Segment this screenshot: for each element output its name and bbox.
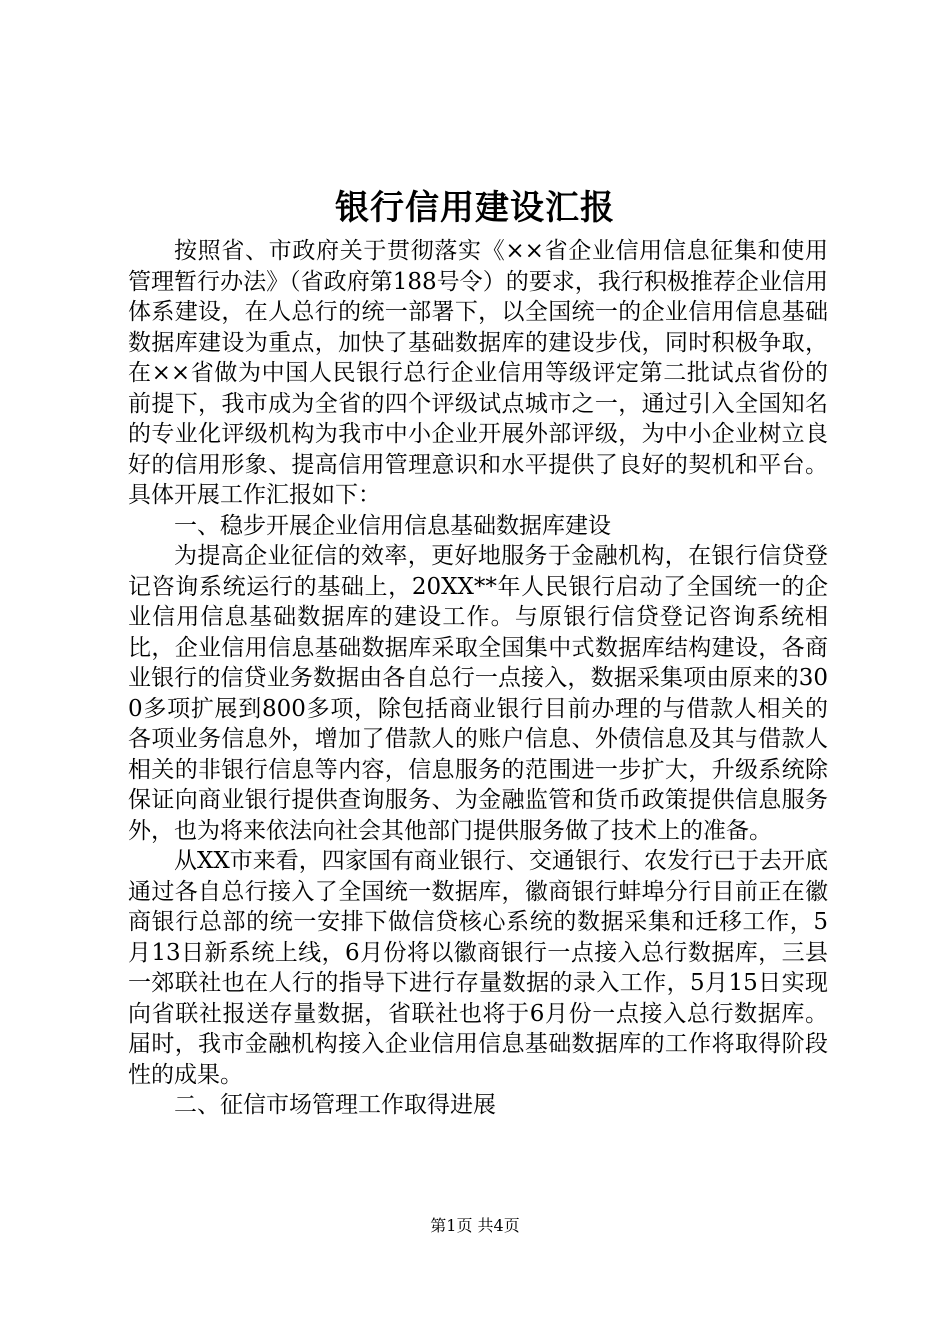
section-1-paragraph-2: 从XX市来看，四家国有商业银行、交通银行、农发行已于去开底通过各自总行接入了全国统一数据库，徽商银行蚌埠分行目前正在徽商银行总部的统一安排下做信贷核心系统的数据采集和迁移工作，5月13日新系统上线，6月份将以徽商银行一点接入总行数据库，三县一郊联社也在人行的指导下进行存量数据的录入工作，5月15日实现向省联社报送存量数据，省联社也将于6月份一点接入总行数据库。届时，我市金融机构接入企业信用信息基础数据库的工作将取得阶段性的成果。 bbox=[128, 848, 828, 1088]
page-number-footer: 第1页 共4页 bbox=[430, 1216, 520, 1235]
section-1-heading: 一、稳步开展企业信用信息基础数据库建设 bbox=[174, 512, 611, 539]
intro-paragraph: 按照省、市政府关于贯彻落实《××省企业信用信息征集和使用管理暂行办法》（省政府第188号令）的要求，我行积极推荐企业信用体系建设，在人总行的统一部署下，以全国统一的企业信用信息基础数据库建设为重点，加快了基础数据库的建设步伐，同时积极争取，在××省做为中国人民银行总行企业信用等级评定第二批试点省份的前提下，我市成为全省的四个评级试点城市之一，通过引入全国知名的专业化评级机构为我市中小企业开展外部评级，为中小企业树立良好的信用形象、提高信用管理意识和水平提供了良好的契机和平台。具体开展工作汇报如下： bbox=[128, 238, 828, 508]
section-2-heading: 二、征信市场管理工作取得进展 bbox=[174, 1092, 496, 1118]
section-1-paragraph-1: 为提高企业征信的效率，更好地服务于金融机构，在银行信贷登记咨询系统运行的基础上，20XX**年人民银行启动了全国统一的企业信用信息基础数据库的建设工作。与原银行信贷登记咨询系统相比，企业信用信息基础数据库采取全国集中式数据库结构建设，各商业银行的信贷业务数据由各自总行一点接入，数据采集项由原来的300多项扩展到800多项，除包括商业银行目前办理的与借款人相关的各项业务信息外，增加了借款人的账户信息、外债信息及其与借款人相关的非银行信息等内容，信息服务的范围进一步扩大，升级系统除保证向商业银行提供查询服务、为金融监管和货币政策提供信息服务外，也为将来依法向社会其他部门提供服务做了技术上的准备。 bbox=[128, 543, 828, 844]
document-body bbox=[128, 236, 828, 1121]
document-title: 银行信用建设汇报 bbox=[335, 188, 615, 228]
